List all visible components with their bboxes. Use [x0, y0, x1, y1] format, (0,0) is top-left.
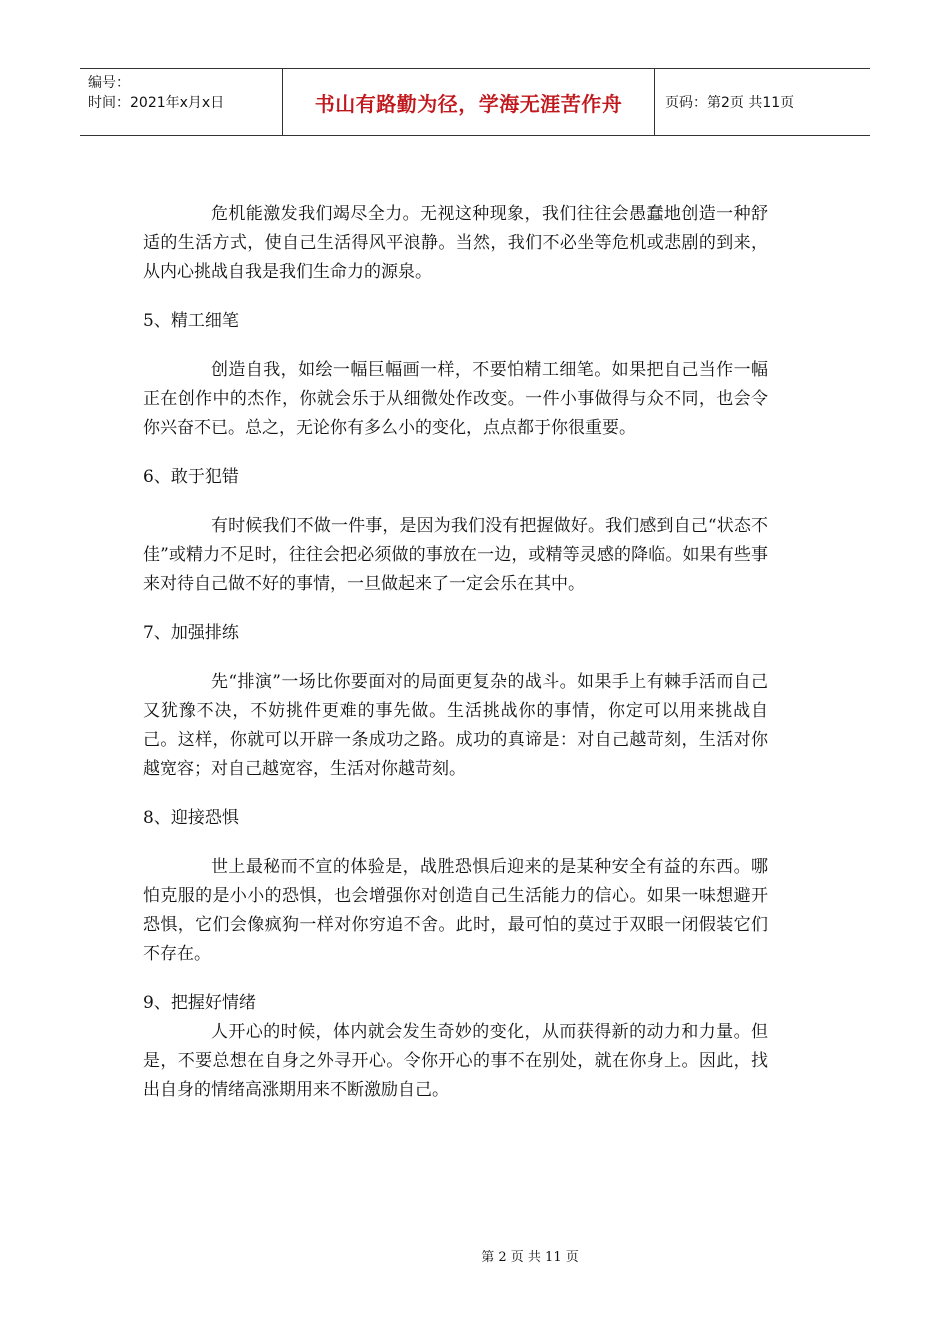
section-heading-5: 5、精工细笔	[143, 311, 239, 331]
header-meta	[80, 69, 283, 135]
number-label: 编号：	[88, 75, 130, 91]
section-heading-8: 8、迎接恐惧	[143, 808, 239, 828]
date-label: 时间：2021年x月x日	[88, 95, 225, 111]
header-table	[80, 68, 870, 136]
page-footer: 第 2 页 共 11 页	[481, 1250, 579, 1265]
section-heading-9: 9、把握好情绪	[143, 993, 256, 1013]
paragraph-8: 世上最秘而不宣的体验是，战胜恐惧后迎来的是某种安全有益的东西。哪怕克服的是小小的恐惧，也会增强你对创造自己生活能力的信心。如果一味想避开恐惧，它们会像疯狗一样对你穷追不舍。此时，最可怕的莫过于双眼一闭假装它们不存在。	[143, 857, 768, 964]
paragraph-7: 先“排演”一场比你要面对的局面更复杂的战斗。如果手上有棘手活而自己又犹豫不决，不妨挑件更难的事先做。生活挑战你的事情，你定可以用来挑战自己。这样，你就可以开辟一条成功之路。成功的真谛是：对自己越苛刻，生活对你越宽容；对自己越宽容，生活对你越苛刻。	[143, 672, 768, 779]
paragraph-6: 有时候我们不做一件事，是因为我们没有把握做好。我们感到自己“状态不佳”或精力不足时，往往会把必须做的事放在一边，或精等灵感的降临。如果有些事来对待自己做不好的事情，一旦做起来了一定会乐在其中。	[143, 516, 768, 594]
section-heading-7: 7、加强排练	[143, 623, 239, 643]
paragraph-5: 创造自我，如绘一幅巨幅画一样，不要怕精工细笔。如果把自己当作一幅正在创作中的杰作，你就会乐于从细微处作改变。一件小事做得与众不同，也会令你兴奋不已。总之，无论你有多么小的变化，点点都于你很重要。	[143, 360, 768, 438]
paragraph-9: 人开心的时候，体内就会发生奇妙的变化，从而获得新的动力和力量。但是，不要总想在自身之外寻开心。令你开心的事不在别处，就在你身上。因此，找出自身的情绪高涨期用来不断激励自己。	[143, 1022, 768, 1100]
section-heading-6: 6、敢于犯错	[143, 467, 239, 487]
document-body	[143, 200, 768, 1105]
header-page-label: 页码：第2页 共11页	[665, 95, 795, 111]
paragraph-intro: 危机能激发我们竭尽全力。无视这种现象，我们往往会愚蠢地创造一种舒适的生活方式，使自己生活得风平浪静。当然，我们不必坐等危机或悲剧的到来，从内心挑战自我是我们生命力的源泉。	[143, 204, 768, 282]
header-motto: 书山有路勤为径，学海无涯苦作舟	[283, 69, 655, 135]
